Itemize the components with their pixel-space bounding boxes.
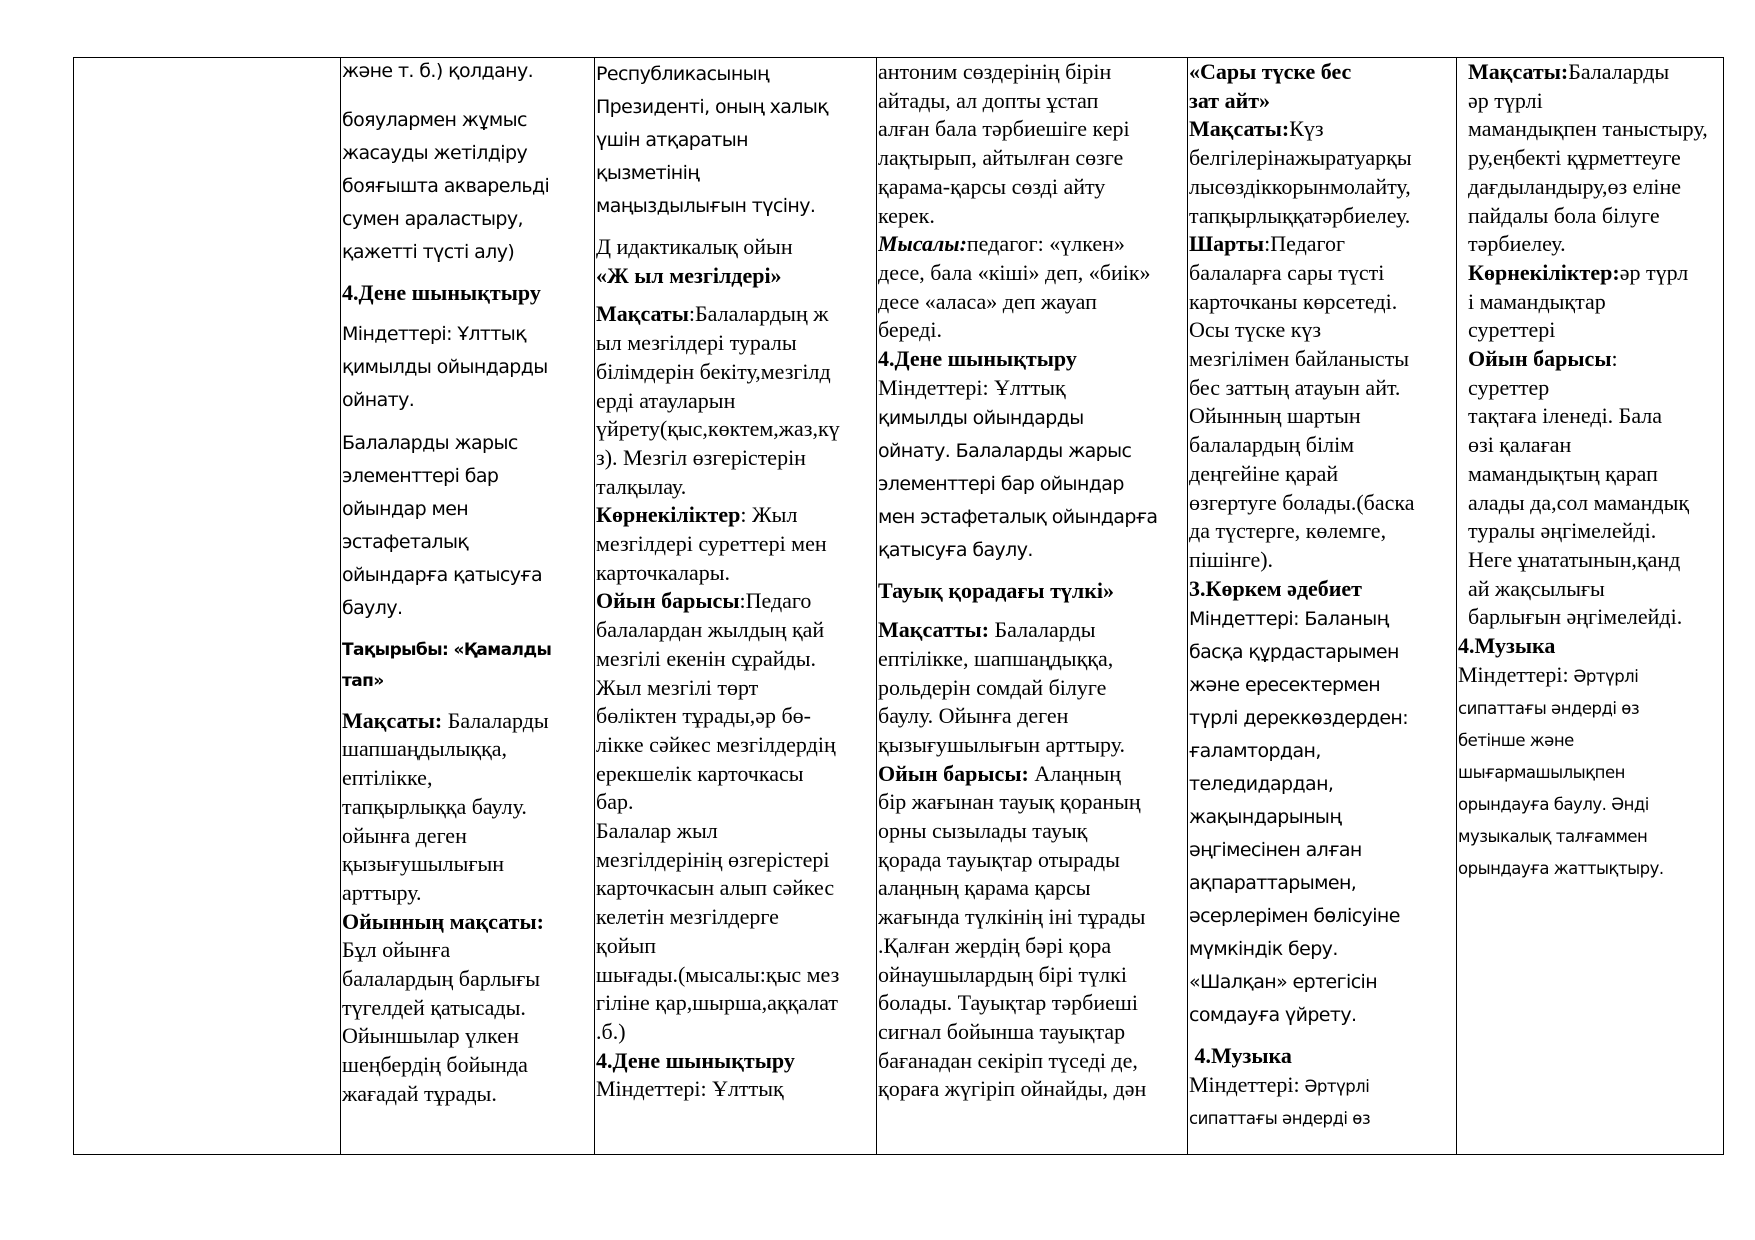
text-line: .б.) — [596, 1018, 626, 1044]
text-line: суреттер — [1468, 374, 1550, 400]
text-line: бояулармен жұмыс — [342, 109, 527, 131]
text-line: балаларға сары түсті — [1189, 259, 1385, 285]
text-span: әр түрл — [1619, 259, 1689, 285]
text-line: тақтаға іленеді. Бала — [1468, 403, 1663, 429]
text-line: қораға жүгіріп ойнайды, дән — [878, 1076, 1147, 1102]
text-line — [1189, 115, 1454, 144]
text-line: ойнаушылардың бірі түлкі — [878, 961, 1127, 987]
text-line: балалардан жылдың қай — [596, 617, 825, 643]
text-line — [878, 760, 1185, 789]
text-line — [1468, 259, 1721, 288]
text-line: Балаларды жарыс — [342, 431, 518, 454]
text-line: пайдалы бола білуге — [1468, 202, 1660, 228]
label-bold-italic: Мысалы: — [878, 231, 967, 257]
table-cell-empty — [74, 58, 341, 1155]
label-bold: Мақсатты: — [878, 617, 990, 643]
text-line: Президенті, оның халық — [596, 96, 829, 118]
text-line: ру,еңбекті құрметтеуге — [1468, 145, 1681, 171]
text-line: карточкасын алып сәйкес — [596, 875, 835, 901]
text-line: музыкалық талғаммен — [1458, 826, 1648, 846]
section-heading: 3.Көркем әдебиет — [1189, 575, 1362, 601]
text-line: Балалар жыл — [596, 818, 718, 844]
text-line: айтады, ал допты ұстап — [878, 87, 1099, 113]
text-line: қимылды ойындарды — [878, 407, 1084, 430]
game-title: «Сары түске бес — [1189, 59, 1352, 84]
text-line: орындауға жаттықтыру. — [1458, 858, 1664, 878]
text-line: Міндеттері: Баланың — [1189, 608, 1389, 631]
text-line: қызығушылығын — [342, 851, 505, 877]
text-span: Міндеттері: — [1458, 661, 1569, 687]
text-line: алады да,сол мамандық — [1468, 489, 1690, 515]
text-line: бір жағынан тауық қораның — [878, 789, 1141, 815]
text-line: түрлі дереккөздерден: — [1189, 707, 1409, 730]
text-line: элементтері бар ойындар — [878, 473, 1124, 496]
text-line: қарама-қарсы сөзді айту — [878, 173, 1106, 199]
table-cell-antonym-game — [877, 58, 1188, 1155]
text-line: эстафеталық — [342, 530, 469, 553]
text-span: :Педагог — [1264, 231, 1346, 257]
text-line: әсерлерімен бөлісуіне — [1189, 905, 1400, 928]
text-line: мүмкіндік беру. — [1189, 938, 1338, 961]
text-span: Балаларды — [1568, 59, 1670, 84]
text-line: десе «аласа» деп жауап — [878, 288, 1097, 314]
text-line: карточкалары. — [596, 559, 730, 585]
text-line: ғаламтордан, — [1189, 740, 1321, 763]
text-span: :Балалардың ж — [688, 301, 829, 327]
text-line: түгелдей қатысады. — [342, 994, 526, 1020]
text-line: туралы әңгімелейді. — [1468, 518, 1657, 544]
text-line: ойындарға қатысуға — [342, 563, 543, 586]
topic-heading: тап» — [342, 670, 384, 691]
text-line — [1189, 230, 1454, 259]
text-line: балалардың барлығы — [342, 966, 541, 992]
text-line: деңгейіне қарай — [1189, 460, 1339, 486]
text-line: білімдерін бекіту,мезгілд — [596, 358, 831, 384]
section-heading: 4.Музыка — [1189, 1043, 1292, 1069]
text-line: рольдерін сомдай білуге — [878, 674, 1107, 700]
text-line: Ойыншылар үлкен — [342, 1023, 519, 1049]
text-line: Міндеттері: Ұлттық — [878, 374, 1066, 400]
table-cell-didactic-game — [595, 58, 877, 1155]
text-line: шеңбердің бойында — [342, 1052, 528, 1078]
text-line: ойнату. — [342, 388, 415, 411]
text-line: мезгілдерінің өзгерістері — [596, 846, 830, 872]
text-line — [1468, 345, 1721, 374]
text-line — [878, 616, 1185, 645]
text-line: қызығушылығын арттыру. — [878, 731, 1126, 757]
text-line: Ойынның шартын — [1189, 403, 1361, 429]
label-bold: Мақсаты: — [1189, 116, 1290, 142]
text-span: Күз — [1289, 116, 1324, 142]
text-line: ерді атауларын — [596, 387, 736, 413]
text-line: баулу. Ойынға деген — [878, 703, 1069, 729]
text-line: ойнату. Балаларды жарыс — [878, 440, 1132, 463]
text-line: ойындар мен — [342, 497, 469, 520]
topic-heading: Тақырыбы: «Қамалды — [342, 639, 552, 660]
text-line: антоним сөздерінің бірін — [878, 59, 1112, 84]
text-line: .Қалған жердің бәрі қора — [878, 932, 1112, 958]
section-heading: 4.Дене шынықтыру — [878, 346, 1077, 372]
text-line: Жыл мезгілі төрт — [596, 674, 759, 700]
text-line: лақтырып, айтылған сөзге — [878, 145, 1124, 171]
text-line — [596, 300, 874, 329]
section-heading: 4.Дене шынықтыру — [342, 280, 541, 305]
text-line: жағадай тұрады. — [342, 1080, 497, 1106]
text-line: үйрету(қыс,көктем,жаз,кү — [596, 416, 840, 442]
lesson-plan-table — [73, 57, 1724, 1155]
text-line: бояғышта акварельді — [342, 175, 550, 197]
text-line: қимылды ойындарды — [342, 355, 548, 378]
text-line: қатысуға баулу. — [878, 539, 1033, 562]
text-span: : — [1611, 346, 1618, 372]
text-line: сипаттағы әндерді өз — [1189, 1109, 1371, 1129]
text-line: бетінше және — [1458, 730, 1574, 750]
text-line — [1189, 1071, 1454, 1103]
text-line: ептілікке, — [342, 765, 433, 791]
label-bold: Ойын барысы: — [878, 760, 1029, 786]
text-line — [342, 707, 592, 736]
text-span: Балаларды — [989, 617, 1096, 643]
label-bold: Шарты — [1189, 231, 1265, 257]
text-span: Міндеттері: — [1189, 1072, 1300, 1098]
text-line: мезгілімен байланысты — [1189, 346, 1410, 372]
text-line: суреттері — [1468, 317, 1556, 343]
label-bold: Ойын барысы — [596, 588, 740, 614]
text-line: мезгілдері суреттері мен — [596, 531, 827, 557]
text-line: элементтері бар — [342, 464, 499, 487]
text-line: маңыздылығын түсіну. — [596, 195, 816, 217]
text-line: ай жақсылығы — [1468, 575, 1605, 601]
text-line: келетін мезгілдерге — [596, 904, 779, 930]
text-line: шапшаңдылыққа, — [342, 736, 508, 762]
text-line: ептілікке, шапшаңдыққа, — [878, 645, 1114, 671]
game-title: зат айт» — [1189, 87, 1271, 113]
table-cell-physical-education — [341, 58, 595, 1155]
label-bold: Мақсаты — [596, 301, 689, 327]
text-line: бар. — [596, 789, 634, 815]
section-heading: 4.Дене шынықтыру — [596, 1047, 795, 1073]
text-line: әңгімесінен алған — [1189, 839, 1362, 862]
text-line: Д идактикалық ойын — [596, 234, 793, 259]
text-line: және т. б.) қолдану. — [342, 60, 534, 82]
table-cell-yellow-color-game — [1188, 58, 1457, 1155]
label-bold: Көрнекіліктер: — [1468, 259, 1620, 285]
label-bold: Көрнекіліктер — [596, 502, 741, 528]
text-line: ойынға деген — [342, 822, 467, 848]
text-line: сомдауға үйрету. — [1189, 1004, 1357, 1027]
text-line: әр түрлі — [1468, 87, 1543, 113]
text-line: орындауға баулу. Әнді — [1458, 794, 1649, 814]
text-line: пішінге). — [1189, 546, 1274, 572]
text-line: Міндеттері: Ұлттық — [342, 322, 527, 345]
text-line: және ересектермен — [1189, 674, 1381, 697]
text-line: қойып — [596, 932, 657, 958]
text-line: керек. — [878, 202, 935, 228]
text-line: дағдыландыру,өз еліне — [1468, 173, 1682, 199]
text-span: педагог: «үлкен» — [966, 231, 1125, 257]
text-line: лысөздіккорынмолайту, — [1189, 173, 1411, 199]
text-line: карточканы көрсетеді. — [1189, 288, 1398, 314]
text-line: мамандықпен таныстыру, — [1468, 116, 1708, 142]
text-line: десе, бала «кіші» деп, «биік» — [878, 259, 1151, 285]
text-line: жақындарының — [1189, 806, 1342, 829]
text-line: арттыру. — [342, 879, 422, 905]
text-line: белгілерінажыратуарқы — [1189, 145, 1412, 171]
text-line: сумен араластыру, — [342, 208, 523, 230]
text-line: Бұл ойынға — [342, 937, 451, 963]
text-line: ақпараттарымен, — [1189, 872, 1357, 895]
game-title: «Ж ыл мезгілдері» — [596, 262, 782, 288]
text-line: мезгілі екенін сұрайды. — [596, 645, 816, 671]
text-line: жағында түлкінің іні тұрады — [878, 904, 1146, 930]
text-line: ерекшелік карточкасы — [596, 760, 804, 786]
label-bold: Мақсаты: — [1468, 59, 1569, 84]
text-line: өзгертуге болады.(баска — [1189, 489, 1415, 515]
text-span: : Жыл — [740, 502, 798, 528]
text-line — [1458, 661, 1721, 693]
text-line: ыл мезгілдері туралы — [596, 330, 797, 356]
text-line: бағанадан секіріп түседі де, — [878, 1047, 1138, 1073]
table-cell-professions-game — [1457, 58, 1724, 1155]
text-line: қызметінің — [596, 162, 700, 184]
text-span: Әртүрлі — [1568, 666, 1639, 686]
text-line: балалардың білім — [1189, 432, 1355, 458]
text-span: Әртүрлі — [1299, 1077, 1370, 1097]
text-line: теледидардан, — [1189, 773, 1334, 796]
text-line: барлығын әңгімелейді. — [1468, 604, 1683, 630]
text-line: басқа құрдастарымен — [1189, 641, 1399, 664]
label-bold: Мақсаты: — [342, 707, 443, 733]
text-line: гіліне қар,шырша,аққалат — [596, 990, 839, 1016]
text-line: «Шалқан» ертегісін — [1189, 971, 1378, 994]
text-line: алған бала тәрбиешіге кері — [878, 116, 1130, 142]
text-line: береді. — [878, 317, 942, 343]
text-span: Балаларды — [442, 707, 549, 733]
text-line: Неге ұнататынын,қанд — [1468, 546, 1681, 572]
text-line: да түстерге, көлемге, — [1189, 518, 1387, 544]
text-line: з). Мезгіл өзгерістерін — [596, 444, 806, 470]
text-line: Міндеттері: Ұлттық — [596, 1076, 784, 1102]
label-bold: Ойын барысы — [1468, 346, 1612, 372]
text-line: орны сызылады тауық — [878, 818, 1088, 844]
text-line: Осы түске күз — [1189, 317, 1322, 343]
text-line: і мамандықтар — [1468, 288, 1606, 314]
text-line: сипаттағы әндерді өз — [1458, 698, 1640, 718]
text-span: :Педаго — [739, 588, 812, 614]
text-line: сигнал бойынша тауықтар — [878, 1018, 1126, 1044]
text-line: үшін атқаратын — [596, 129, 748, 151]
text-span: Алаңның — [1028, 760, 1122, 786]
game-title: Тауық қорадағы түлкі» — [878, 578, 1115, 604]
section-heading: 4.Музыка — [1458, 633, 1556, 659]
label-bold: Ойынның мақсаты: — [342, 908, 544, 934]
text-line: тапқырлыққа баулу. — [342, 793, 527, 819]
text-line: мен эстафеталық ойындарға — [878, 506, 1158, 529]
text-line: баулу. — [342, 596, 403, 619]
text-line — [596, 501, 874, 530]
text-line — [1468, 58, 1721, 87]
text-line: лікке сәйкес мезгілдердің — [596, 731, 836, 757]
table-row — [74, 58, 1724, 1155]
text-line: Республикасының — [596, 63, 770, 85]
text-line — [596, 587, 874, 616]
text-line: шығады.(мысалы:қыс мез — [596, 961, 840, 987]
text-line: талқылау. — [596, 473, 687, 499]
text-line: алаңның қарама қарсы — [878, 875, 1091, 901]
text-line: болады. Тауықтар тәрбиеші — [878, 990, 1138, 1016]
text-line — [878, 230, 1185, 259]
text-line: қорада тауықтар отырады — [878, 846, 1120, 872]
text-line: тәрбиелеу. — [1468, 231, 1566, 257]
text-line: қажетті түсті алу) — [342, 241, 515, 263]
text-line: бөліктен тұрады,әр бө- — [596, 703, 811, 729]
text-line: шығармашылықпен — [1458, 762, 1625, 782]
text-line: мамандықтың қарап — [1468, 460, 1658, 486]
text-line: тапқырлыққатәрбиелеу. — [1189, 202, 1411, 228]
text-line: өзі қалаған — [1468, 432, 1572, 458]
text-line: бес заттың атауын айт. — [1189, 374, 1401, 400]
text-line: жасауды жетілдіру — [342, 142, 528, 164]
